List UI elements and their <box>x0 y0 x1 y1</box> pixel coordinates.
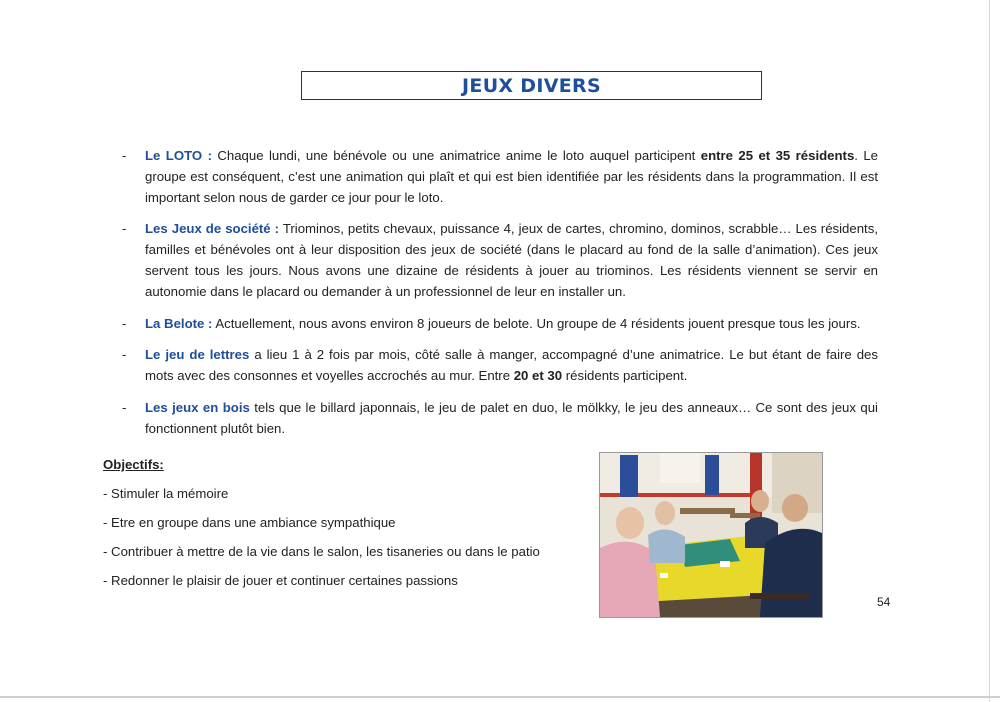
item-label: Le LOTO : <box>145 148 212 163</box>
title-box <box>301 71 762 100</box>
list-item <box>118 314 878 335</box>
page-edge <box>0 696 1000 698</box>
objective-line: - Stimuler la mémoire <box>103 486 229 501</box>
item-text: tels que le billard japonnais, le jeu de palet en duo, le mölkky, le jeu des anneaux… Ce sont des jeux qui fonctionnent plutôt bien. <box>145 399 878 436</box>
bullet: - <box>122 399 127 415</box>
list-item <box>118 398 878 440</box>
page-title: JEUX DIVERS <box>462 74 601 97</box>
objective-line: - Contribuer à mettre de la vie dans le salon, les tisaneries ou dans le patio <box>103 544 540 559</box>
item-text: résidents participent. <box>562 368 688 384</box>
item-label: Les jeux en bois <box>145 399 250 415</box>
item-text: Chaque lundi, une bénévole ou une animatrice anime le loto auquel participent <box>211 148 701 163</box>
item-label: Les Jeux de société : <box>145 221 280 237</box>
page-number: 54 <box>877 595 891 609</box>
bullet: - <box>122 148 127 163</box>
item-text: Triominos, petits chevaux, puissance 4, jeux de cartes, chromino, dominos, scrabble… Les résidents, familles et bénévoles ont à leur disposition des jeux de société (dans le placard au fond de la salle d’animation). Ces jeux servent tous les jours. Nous avons une dizaine de résidents à jouer au triominos. Les résidents viennent se servir en autonomie dans le placard ou demander à un professionnel de leur en installer un. <box>145 221 878 299</box>
list-item <box>118 345 878 387</box>
list-item <box>118 146 878 208</box>
list-item <box>118 219 878 302</box>
objectives-title: Objectifs: <box>103 457 164 472</box>
objective-line: - Etre en groupe dans une ambiance sympathique <box>103 515 396 530</box>
objective-line: - Redonner le plaisir de jouer et continuer certaines passions <box>103 573 458 588</box>
item-label: Le jeu de lettres <box>145 347 250 363</box>
item-text: . Le groupe est conséquent, c’est une animation qui plaît et qui est bien identifiée par les résidents dans la programmation. Il est important selon nous de garder ce jour pour le loto. <box>145 148 879 205</box>
item-text: Actuellement, nous avons environ 8 joueurs de belote. Un groupe de 4 résidents jouent presque tous les jours. <box>212 315 861 331</box>
objectives-section <box>103 455 573 600</box>
item-bold-text: entre 25 et 35 résidents <box>700 148 855 163</box>
bullet: - <box>122 347 127 363</box>
page-edge <box>989 0 990 702</box>
bullet: - <box>122 315 127 331</box>
item-label: La Belote : <box>145 315 213 331</box>
item-text: a lieu 1 à 2 fois par mois, côté salle à manger, accompagné d’une animatrice. Le but étant de faire des mots avec des consonnes et voyelles accrochés au mur. Entre <box>145 347 878 384</box>
bullet: - <box>122 221 127 237</box>
activity-list <box>118 146 878 451</box>
item-bold-text: 20 et 30 <box>513 368 563 384</box>
residents-playing-photo <box>599 452 823 618</box>
